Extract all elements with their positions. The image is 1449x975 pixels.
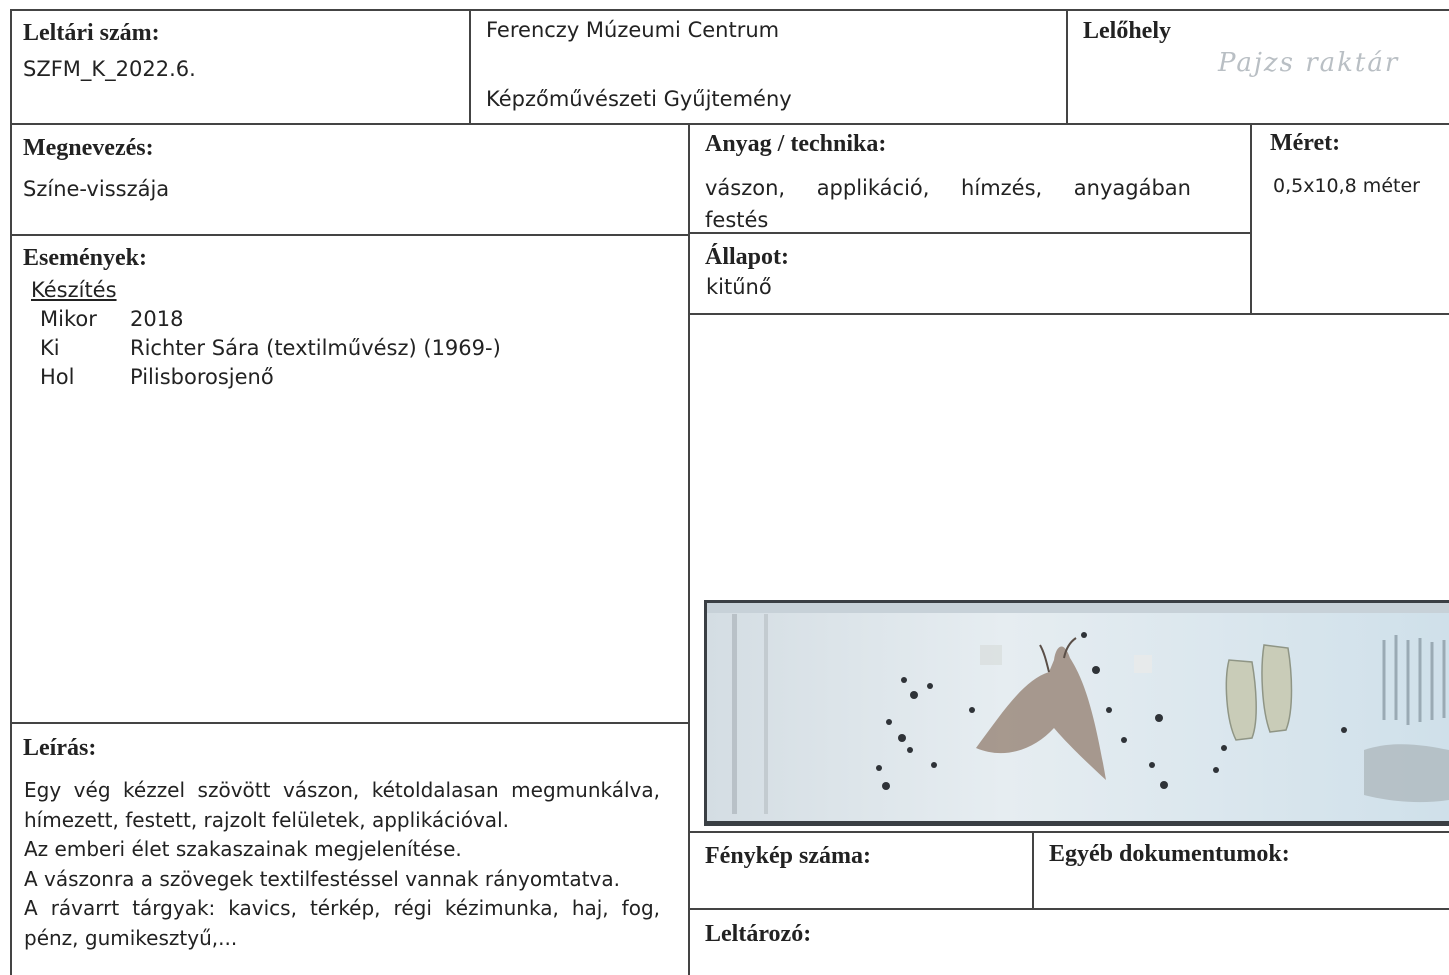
- description-line: A rávarrt tárgyak: kavics, térkép, régi kézimunka, haj, fog,: [24, 896, 660, 920]
- artwork-seam: [764, 614, 768, 814]
- divider-middle: [688, 123, 690, 975]
- event-row: [40, 336, 501, 360]
- condition-value: kitűnő: [706, 275, 772, 299]
- condition-label: Állapot:: [705, 244, 789, 270]
- event-key: Hol: [40, 365, 75, 389]
- size-label: Méret:: [1270, 130, 1341, 156]
- description-line: hímezett, festett, rajzolt felületek, applikációval.: [24, 807, 509, 832]
- event-value: 2018: [130, 307, 184, 331]
- inventory-value: SZFM_K_2022.6.: [23, 57, 196, 81]
- divider-header-1: [469, 9, 471, 124]
- material-label: Anyag / technika:: [705, 131, 887, 157]
- description-line: pénz, gumikesztyű,...: [24, 925, 238, 950]
- event-key: Mikor: [40, 307, 97, 331]
- event-value: Pilisborosjenő: [130, 365, 274, 389]
- artwork-seam: [732, 614, 737, 814]
- material-value: [705, 172, 1191, 236]
- cataloguer-label: Leltározó:: [705, 921, 812, 947]
- location-label: Lelőhely: [1083, 18, 1171, 44]
- description-line: Egy vég kézzel szövött vászon, kétoldalasan megmunkálva,: [24, 778, 660, 802]
- divider-description: [10, 722, 689, 724]
- material-line-1: vászon, applikáció, hímzés, anyagában: [705, 176, 1191, 200]
- collection-name: Képzőművészeti Gyűjtemény: [486, 87, 792, 111]
- event-row: [40, 365, 274, 389]
- divider-size: [1250, 123, 1252, 313]
- photo-number-label: Fénykép száma:: [705, 843, 871, 869]
- divider-header-2: [1066, 9, 1068, 124]
- event-value: Richter Sára (textilművész) (1969-): [130, 336, 501, 360]
- size-value: 0,5x10,8 méter: [1273, 175, 1420, 197]
- divider-docs: [1032, 831, 1034, 909]
- event-type: Készítés: [31, 278, 117, 302]
- artwork-photo: [704, 600, 1449, 826]
- material-line-2: festés: [705, 208, 769, 232]
- divider-photo: [688, 831, 1449, 833]
- artwork-patch: [980, 645, 1002, 665]
- inventory-label: Leltári szám:: [23, 20, 160, 46]
- border-left: [10, 9, 12, 975]
- divider-row-2-left: [10, 234, 689, 236]
- border-top: [10, 9, 1449, 11]
- event-row: [40, 307, 183, 331]
- artwork-textile: [1364, 744, 1449, 802]
- divider-row-1: [10, 123, 1449, 125]
- artwork-patch: [1134, 655, 1152, 673]
- divider-condition: [688, 313, 1449, 315]
- name-value: Színe-visszája: [23, 177, 170, 201]
- other-documents-label: Egyéb dokumentumok:: [1049, 841, 1290, 867]
- event-key: Ki: [40, 336, 60, 360]
- name-label: Megnevezés:: [23, 135, 154, 161]
- divider-cataloguer: [688, 908, 1449, 910]
- events-label: Események:: [23, 245, 147, 271]
- institution-name: Ferenczy Múzeumi Centrum: [486, 18, 780, 42]
- description-line: Az emberi élet szakaszainak megjelenítése.: [24, 837, 462, 861]
- description-line: A vászonra a szövegek textilfestéssel vannak rányomtatva.: [24, 866, 620, 891]
- location-handwriting: Pajzs raktár: [1218, 48, 1400, 78]
- description-label: Leírás:: [23, 735, 97, 761]
- artwork-top-edge: [707, 603, 1449, 613]
- description-text: [24, 776, 660, 953]
